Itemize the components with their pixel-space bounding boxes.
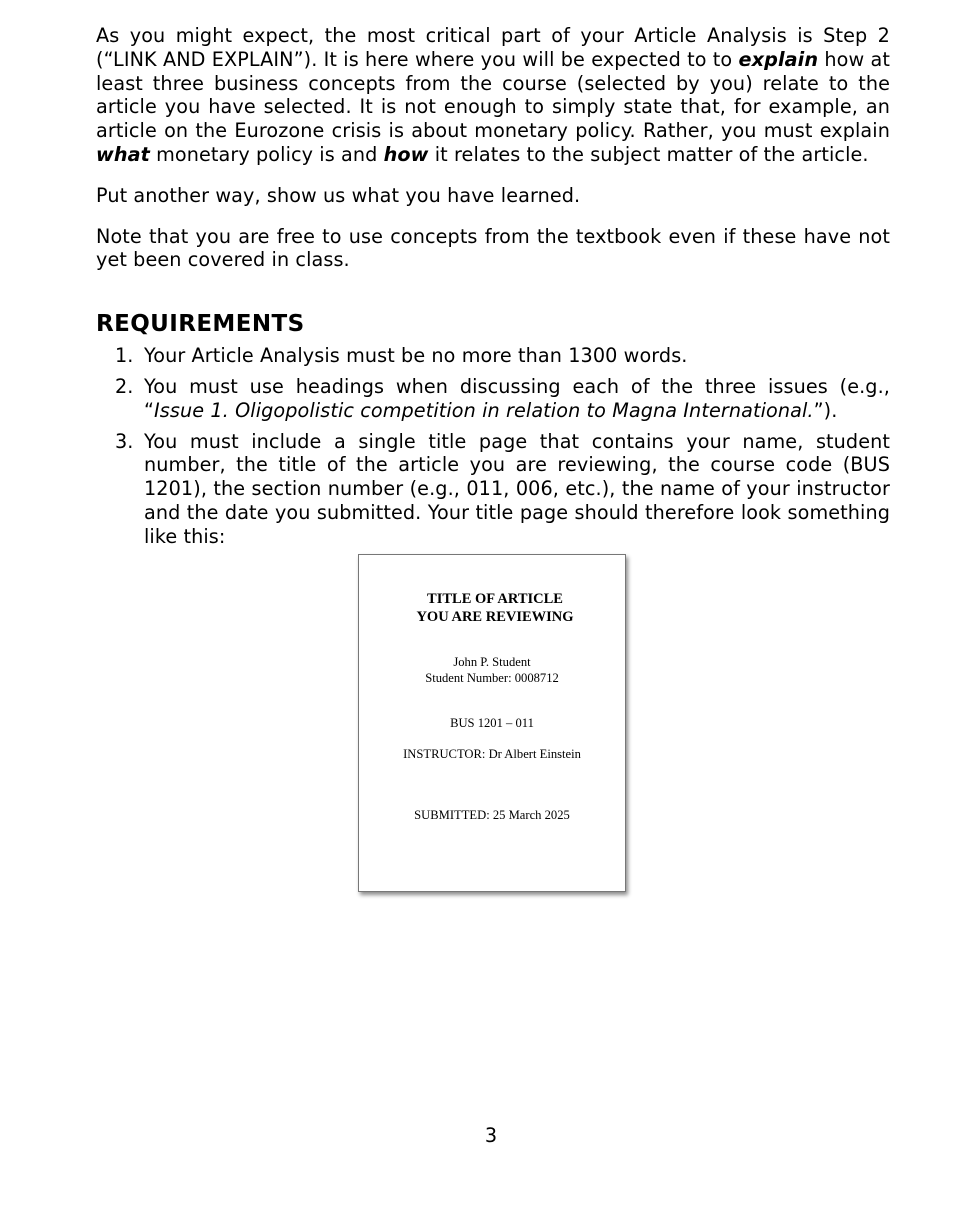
example-title-line-2: YOU ARE REVIEWING (416, 609, 574, 625)
requirements-list (96, 344, 890, 548)
example-student-info (359, 655, 625, 686)
example-student-number: Student Number: 0008712 (425, 670, 559, 685)
example-instructor: INSTRUCTOR: Dr Albert Einstein (403, 747, 581, 761)
example-submitted-date: SUBMITTED: 25 March 2025 (414, 808, 570, 822)
requirement-text: You must include a single title page that contains your name, student number, the title of the article you are reviewing, the course code (BUS 1201), the section number (e.g., 011, 006, etc.), the name of your instructor and the date you submitted. Your title page should therefore look something like this: (144, 429, 890, 548)
requirement-number: 2. (115, 374, 134, 398)
intro-p1-text-3: monetary policy is and (149, 142, 384, 166)
requirement-item-2 (96, 375, 890, 423)
document-body (96, 24, 890, 556)
example-title-line-1: TITLE OF ARTICLE (427, 591, 563, 607)
intro-p1-text-2: how at least three business concepts from the course (selected by you) relate to the article you have selected. It is not enough to simply state that, for example, an article on the Eurozone crisis is about monetary policy. Rather, you must explain (96, 47, 890, 143)
page-number: 3 (484, 1124, 498, 1147)
intro-p1-text-4: it relates to the subject matter of the article. (428, 142, 869, 166)
requirement-text: Your Article Analysis must be no more than 1300 words. (144, 344, 688, 368)
emphasis-what: what (96, 142, 150, 166)
intro-paragraph-2: Put another way, show us what you have learned. (96, 183, 581, 207)
emphasis-explain: explain (738, 47, 819, 71)
example-student-name: John P. Student (453, 655, 531, 669)
intro-paragraph-1 (96, 24, 890, 167)
intro-p1-text-1: As you might expect, the most critical part of your Article Analysis is Step 2 (“LINK AND EXPLAIN”). It is here where you will be expected to to (96, 24, 890, 71)
emphasis-how: how (383, 142, 429, 166)
title-page-example (358, 554, 626, 892)
heading-example: Issue 1. Oligopolistic competition in relation to Magna International. (154, 398, 814, 422)
example-course-code: BUS 1201 – 011 (450, 716, 534, 730)
requirement-item-3 (96, 430, 890, 549)
requirement-item-1 (96, 344, 890, 368)
requirement-number: 3. (115, 429, 134, 453)
requirements-heading: REQUIREMENTS (96, 311, 305, 338)
requirement-text-before: You must use headings when discussing each of the three issues (e.g., “ (144, 374, 890, 422)
requirement-number: 1. (115, 344, 134, 368)
example-article-title (359, 590, 625, 626)
requirement-text-after: ”). (813, 398, 838, 422)
intro-paragraph-3: Note that you are free to use concepts from the textbook even if these have not yet been covered in class. (96, 224, 890, 272)
